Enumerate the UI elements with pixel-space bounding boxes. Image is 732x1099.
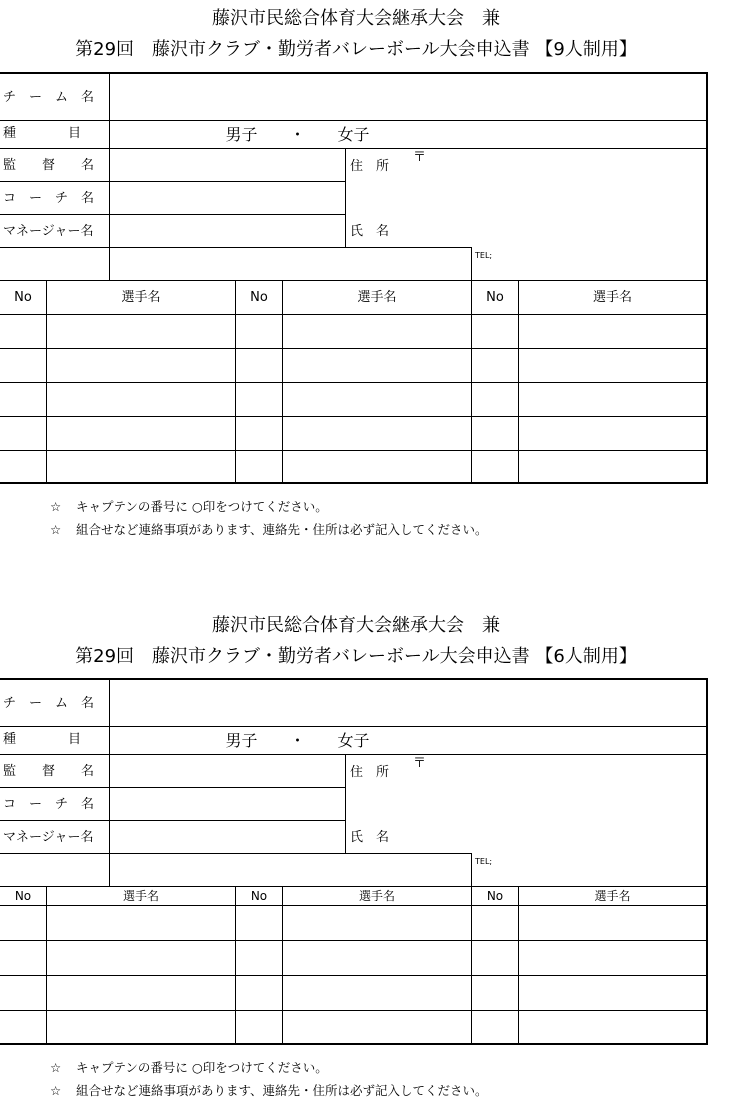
- note-contact: ☆ 組合せなど連絡事項があります、連絡先・住所は必ず記入してください。: [50, 522, 488, 537]
- form-title-line1: 藤沢市民総合体育大会継承大会 兼: [212, 8, 500, 29]
- category-value[interactable]: 男子 ・ 女子: [225, 731, 370, 750]
- manager-label: 監 督 名: [3, 764, 95, 779]
- category-label: 種 目: [3, 732, 82, 747]
- team-name-label: チ ー ム 名: [3, 90, 95, 105]
- address-label: 住 所: [350, 159, 390, 174]
- team-manager-field[interactable]: [110, 215, 345, 247]
- category-value[interactable]: 男子 ・ 女子: [225, 125, 370, 144]
- postal-mark: 〒: [413, 756, 427, 771]
- form-title-line1: 藤沢市民総合体育大会継承大会 兼: [212, 615, 500, 636]
- tel-label: TEL;: [475, 251, 493, 260]
- team-name-field[interactable]: [110, 74, 706, 120]
- star-icon: ☆: [50, 1060, 62, 1075]
- address-label: 住 所: [350, 765, 390, 780]
- col-no-1: No: [14, 889, 32, 903]
- form-title-line2: 第29回 藤沢市クラブ・勤労者バレーボール大会申込書 【6人制用】: [75, 646, 637, 667]
- coach-field[interactable]: [110, 788, 345, 820]
- form-title-line2: 第29回 藤沢市クラブ・勤労者バレーボール大会申込書 【9人制用】: [75, 39, 637, 60]
- col-player-2: 選手名: [357, 290, 397, 305]
- note-captain: ☆ キャプテンの番号に ○印をつけてください。: [50, 1060, 328, 1075]
- col-player-3: 選手名: [592, 290, 632, 305]
- col-no-2: No: [250, 889, 268, 903]
- coach-field[interactable]: [110, 182, 345, 214]
- name-label: 氏 名: [350, 830, 390, 845]
- col-no-1: No: [14, 290, 32, 305]
- col-player-1: 選手名: [121, 290, 161, 305]
- col-player-1: 選手名: [122, 889, 159, 903]
- col-player-2: 選手名: [358, 889, 395, 903]
- tel-label: TEL;: [475, 857, 493, 866]
- coach-label: コ ー チ 名: [3, 797, 95, 812]
- col-no-3: No: [486, 889, 504, 903]
- star-icon: ☆: [50, 522, 62, 537]
- team-name-label: チ ー ム 名: [3, 696, 95, 711]
- note-captain: ☆ キャプテンの番号に ○印をつけてください。: [50, 499, 328, 514]
- postal-mark: 〒: [413, 150, 427, 165]
- manager-label: 監 督 名: [3, 158, 95, 173]
- star-icon: ☆: [50, 1083, 62, 1098]
- col-no-2: No: [250, 290, 268, 305]
- team-name-field[interactable]: [110, 680, 706, 726]
- coach-label: コ ー チ 名: [3, 191, 95, 206]
- team-manager-label: マネージャー名: [3, 224, 94, 239]
- entry-table: [0, 72, 708, 484]
- manager-field[interactable]: [110, 755, 345, 787]
- star-icon: ☆: [50, 499, 62, 514]
- manager-field[interactable]: [110, 149, 345, 181]
- team-manager-label: マネージャー名: [3, 830, 94, 845]
- team-manager-field[interactable]: [110, 821, 345, 853]
- entry-table: [0, 678, 708, 1045]
- col-no-3: No: [486, 290, 504, 305]
- name-label: 氏 名: [350, 224, 390, 239]
- note-contact: ☆ 組合せなど連絡事項があります、連絡先・住所は必ず記入してください。: [50, 1083, 488, 1098]
- category-label: 種 目: [3, 126, 82, 141]
- col-player-3: 選手名: [594, 889, 631, 903]
